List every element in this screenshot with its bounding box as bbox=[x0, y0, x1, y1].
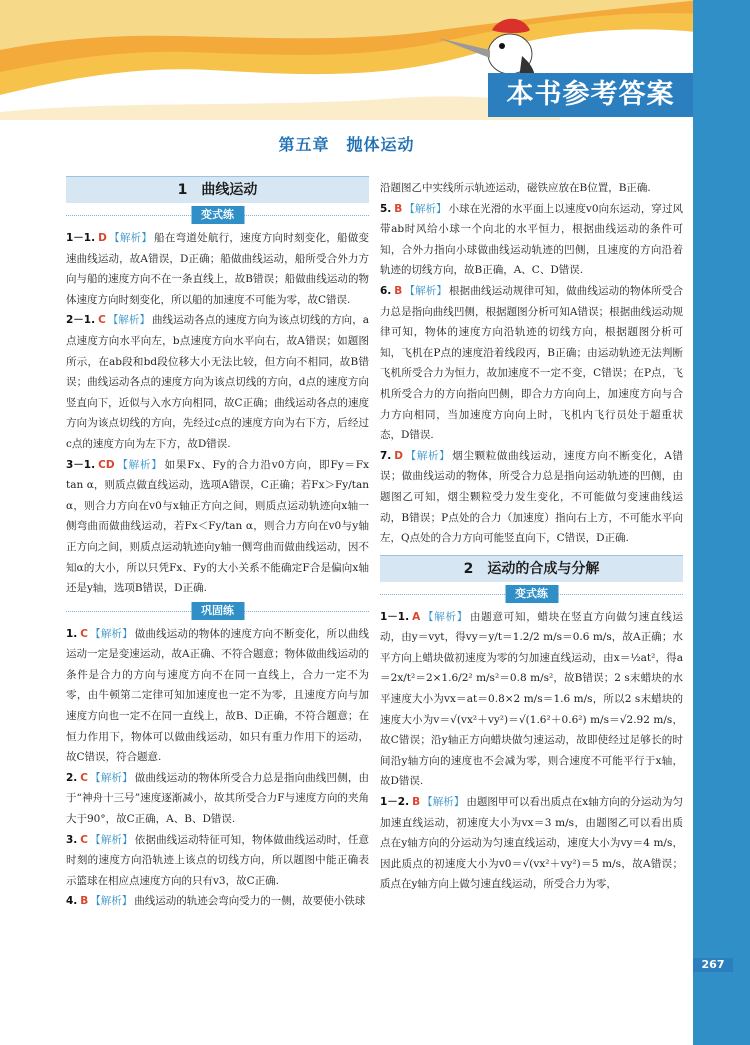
analysis-tag: 【解析】 bbox=[90, 771, 133, 784]
question-number: 6. bbox=[380, 284, 392, 297]
page-number: 267 bbox=[693, 958, 733, 972]
question-number: 1－1. bbox=[380, 610, 410, 623]
analysis-tag: 【解析】 bbox=[422, 610, 468, 623]
section-heading: 2 运动的合成与分解 bbox=[380, 555, 683, 582]
question-number: 3－1. bbox=[66, 458, 96, 471]
analysis-text: 烟尘颗粒做曲线运动，速度方向不断变化，A错误；做曲线运动的物体，所受合力总是指向运动轨迹的凹侧，由题图乙可知，烟尘颗粒受力发生变化，不可能做匀变速曲线运动，B错误；P点处的合力（加速度）指向右上方，不可能水平向左，Q点处的合力方向可能竖直向下，C错误，D正确. bbox=[380, 449, 683, 545]
subsection-divider bbox=[380, 584, 683, 604]
answer-letter: C bbox=[80, 627, 89, 640]
answer-item bbox=[380, 281, 683, 446]
analysis-tag: 【解析】 bbox=[90, 895, 133, 908]
analysis-text: 根据曲线运动规律可知，做曲线运动的物体所受合力总是指向曲线凹侧，根据题图分析可知A错误；根据曲线运动规律可知，物体的速度方向沿轨迹的切线方向，根据题图分析可知，飞机在P点的速度沿着线段丙，B正确；由运动轨迹无法判断飞机所受合力为恒力，故加速度不一定不变，C错误；在P点，飞机所受合力的方向指向凹侧，即合力方向向上，加速度方向与合力方向相同，当加速度方向向上时，飞机内飞行员处于超重状态，D错误. bbox=[380, 284, 684, 442]
question-number: 2－1. bbox=[66, 314, 96, 327]
answer-item bbox=[66, 768, 369, 830]
subsection-divider bbox=[66, 205, 369, 225]
left-column bbox=[66, 176, 369, 912]
right-column bbox=[380, 178, 683, 895]
banner-title: 本书参考答案 bbox=[488, 73, 693, 117]
answer-item bbox=[66, 310, 369, 454]
answer-item bbox=[66, 228, 369, 310]
analysis-text: 由题图甲可以看出质点在x轴方向的分运动为匀加速直线运动，初速度大小为vx＝3 m/s，由题图乙可以看出质点在y轴方向的分运动为匀速直线运动，速度大小为vy＝4 m/s，因此质点的初速度大小为v0＝√(vx²＋vy²)＝5 m/s，故A错误；质点在y轴方向上做匀速直线运动，所受合力为零， bbox=[380, 796, 684, 891]
analysis-text: 做曲线运动的物体的速度方向不断变化，所以曲线运动一定是变速运动，故A正确、不符合题意；物体做曲线运动的条件是合力的方向与速度方向不在同一直线上，合力一定不为零，由牛顿第二定律可知加速度也一定不为零，且速度方向与加速度方向也一定不在同一直线上，故B、D正确，不符合题意；在恒力作用下，物体可以做曲线运动，如只有重力作用下的运动，故C错误，符合题意. bbox=[66, 627, 370, 764]
answer-item bbox=[380, 199, 683, 281]
subsection-divider bbox=[66, 601, 369, 621]
question-number: 4. bbox=[66, 895, 78, 908]
subsection-tag: 变式练 bbox=[505, 585, 558, 603]
analysis-tag: 【解析】 bbox=[422, 796, 465, 809]
question-number: 1－2. bbox=[380, 796, 410, 809]
analysis-tag: 【解析】 bbox=[405, 449, 451, 462]
answer-letter: B bbox=[394, 284, 403, 297]
answer-letter: B bbox=[412, 796, 421, 809]
analysis-text: 船在弯道处航行，速度方向时刻变化，船做变速曲线运动，故A错误，D正确；船做曲线运动，船所受合外力方向与船的速度方向不在一条直线上，故B错误；船做曲线运动的物体速度方向时刻变化，所以船的加速度不可能为零，故C错误. bbox=[66, 232, 370, 306]
analysis-text: 做曲线运动的物体所受合力总是指向曲线凹侧，由于“神舟十三号”速度逐渐减小，故其所受合力F与速度方向的夹角大于90°，故C正确，A、B、D错误. bbox=[66, 771, 370, 826]
analysis-tag: 【解析】 bbox=[90, 627, 133, 640]
question-number: 7. bbox=[380, 449, 392, 462]
analysis-text: 小球在光滑的水平面上以速度v0向东运动，穿过风带ab时风给小球一个向北的水平恒力，根据曲线运动的条件可知，合外力指向小球做曲线运动轨迹的凹侧，且速度的方向沿着轨迹的切线方向，故B正确，A、C、D错误. bbox=[380, 202, 683, 277]
subsection-tag: 变式练 bbox=[191, 206, 244, 224]
answer-letter: D bbox=[98, 232, 107, 244]
answer-item bbox=[380, 792, 683, 895]
answer-item bbox=[66, 624, 369, 768]
analysis-tag: 【解析】 bbox=[404, 202, 447, 215]
answer-item bbox=[380, 607, 683, 792]
question-number: 1－1. bbox=[66, 232, 96, 244]
question-number: 5. bbox=[380, 202, 392, 215]
answer-letter: C bbox=[80, 771, 89, 784]
answer-letter: B bbox=[80, 895, 89, 908]
answer-item bbox=[66, 891, 369, 912]
answer-letter: CD bbox=[98, 458, 115, 471]
analysis-text: 由题意可知，蜡块在竖直方向做匀速直线运动，由y＝vyt，得vy＝y/t＝1.2/2 m/s＝0.6 m/s，故A正确；水平方向上蜡块做初速度为零的匀加速直线运动，由x＝½at²，得a＝2x/t²＝2×1.6/2² m/s²＝0.8 m/s²，故B错误；2 s末蜡块的水平速度大小为vx＝at＝0.8×2 m/s＝1.6 m/s，所以2 s末蜡块的速度大小为v＝√(vx²＋vy²)＝√(1.6²＋0.6²) m/s＝√2.92 m/s，故C错误；沿y轴正方向蜡块做匀速运动，故即使经过足够长的时间沿y轴方向的速度也不会减为零，则合速度不可能平行于x轴，故D错误. bbox=[380, 610, 683, 788]
analysis-tag: 【解析】 bbox=[107, 314, 151, 327]
answer-letter: C bbox=[80, 833, 89, 846]
answer-item bbox=[66, 830, 369, 892]
question-number: 2. bbox=[66, 771, 78, 784]
analysis-text: 曲线运动各点的速度方向为该点切线的方向，a点速度方向水平向左，b点速度方向水平向右，故A错误；如题图所示，在ab段和bd段位移大小无法比较，但方向不相同，故B错误；曲线运动各点的速度方向为该点切线的方向，d点的速度方向竖直向下，近似与入水方向相同，故C正确；曲线运动各点的速度方向为该点切线的方向，先经过c点的速度方向为右下方，后经过c点的速度方向为左下方，故D错误. bbox=[66, 314, 369, 450]
right-sidebar bbox=[693, 0, 750, 1045]
analysis-tag: 【解析】 bbox=[404, 284, 448, 297]
answer-letter: A bbox=[412, 610, 421, 623]
analysis-text: 如果Fx、Fy的合力沿v0方向，即Fy＝Fx tan α，则质点做直线运动，选项A错误，C正确；若Fx＞Fy/tan α，则合力方向在v0与x轴正方向之间，则质点运动轨迹向x轴一侧弯曲而做曲线运动，若Fx＜Fy/tan α，则合力方向在v0与y轴正方向之间，则质点运动轨迹向y轴一侧弯曲而做曲线运动，因不知α的大小，所以只凭Fx、Fy的大小关系不能确定F合是偏向x轴还是y轴，选项B错误，D正确. bbox=[66, 458, 370, 595]
section-heading: 1 曲线运动 bbox=[66, 176, 369, 203]
analysis-tag: 【解析】 bbox=[90, 833, 133, 846]
analysis-tag: 【解析】 bbox=[108, 232, 153, 244]
analysis-tag: 【解析】 bbox=[116, 458, 163, 471]
question-number: 3. bbox=[66, 833, 78, 846]
answer-letter: D bbox=[394, 449, 404, 462]
chapter-title: 第五章 抛体运动 bbox=[278, 135, 415, 154]
analysis-text: 依据曲线运动特征可知，物体做曲线运动时，任意时刻的速度方向沿轨迹上该点的切线方向，所以题图中能正确表示篮球在相应点速度方向的只有v3，故C正确. bbox=[66, 833, 370, 887]
analysis-text: 曲线运动的轨迹会弯向受力的一侧，故要使小铁球 bbox=[134, 895, 366, 908]
answer-item bbox=[380, 446, 683, 549]
subsection-tag: 巩固练 bbox=[191, 602, 244, 620]
answer-text: 沿题图乙中实线所示轨迹运动，磁铁应放在B位置，B正确. bbox=[380, 182, 651, 194]
answer-letter: C bbox=[98, 314, 106, 327]
answer-item bbox=[66, 455, 369, 599]
answer-letter: B bbox=[394, 202, 403, 215]
question-number: 1. bbox=[66, 627, 78, 640]
